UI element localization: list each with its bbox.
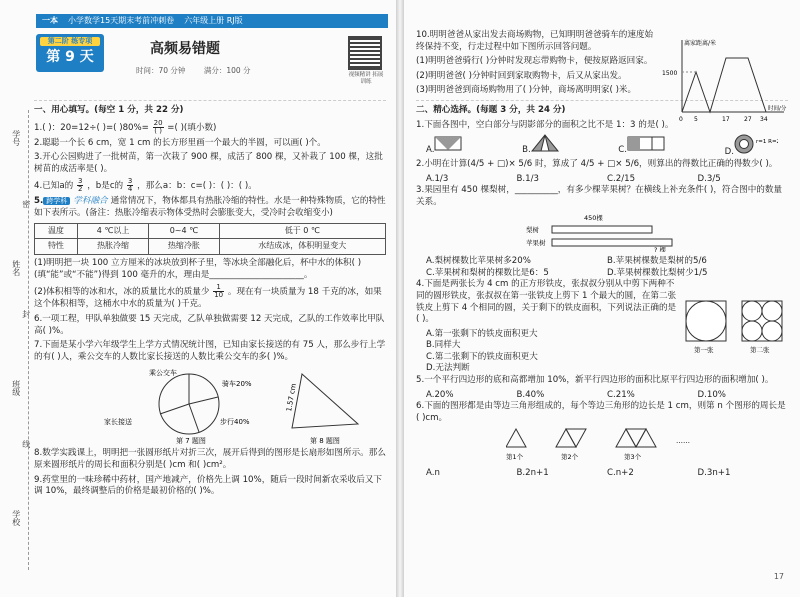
option-c[interactable]: C.2/15 — [607, 173, 636, 184]
question-7: 7.下面是某小学六年级学生上学方式情况统计图，已知由家长接送的有 75 人，那么步行上学的有( )人，乘公交车的人数比家长接送的人数比乘公交车的多( )%。 — [34, 340, 386, 362]
test-meta — [136, 66, 267, 76]
svg-text:r=1 R=2: r=1 R=2 — [755, 139, 778, 146]
question-10: 10.明明爸爸从家出发去商场购物，已知明明爸爸骑车的速度始终保持不变，行走过程中如下图所示回答问题。 — [416, 30, 654, 52]
class-label: 班级 — [11, 380, 21, 396]
svg-text:? 棵: ? 棵 — [654, 245, 667, 252]
day-badge — [36, 34, 104, 72]
axis-label: 时间/分 — [768, 106, 787, 112]
cross-subject-tag: 跨学科 — [43, 197, 70, 205]
question-4: 4.已知a的 $\frac{3}{2}$ ，b是c的 $\frac{3}{4}$ ，那么a：b：c=( )：( )：( )。 — [34, 177, 257, 194]
choice-5-options — [426, 390, 788, 402]
seal-mark: 封 — [21, 310, 31, 318]
left-questions — [34, 98, 386, 501]
option-b[interactable]: B.40% — [516, 389, 545, 400]
right-page — [404, 0, 800, 597]
option-b[interactable]: B.1/3 — [516, 173, 539, 184]
option-a[interactable]: A.梨树棵数比苹果树多20% — [426, 256, 531, 267]
choice-2: 2.小明在计算(4/5 + □)× 5/6 时，算成了 4/5 + □× 5/6，则算出的得数比正确的得数少( )。 — [416, 159, 778, 170]
seal-mark: 密 — [21, 200, 31, 208]
question-6: 6.一项工程，甲队单独做要 15 天完成，乙队单独做需要 12 天完成，乙队的工作效率比甲队高( )%。 — [34, 313, 385, 336]
choice-3-options — [426, 256, 788, 279]
name-label: 姓名 — [11, 260, 21, 276]
figure-caption: 第 8 题图 — [310, 437, 340, 445]
option-b[interactable]: B.2n+1 — [516, 468, 549, 479]
svg-text:450棵: 450棵 — [584, 213, 603, 222]
distance-time-graph — [662, 36, 788, 124]
question-8: 8.数学实践课上，明明把一张圆形纸片对折三次，展开后得到的图形是长扇形如图所示。那么原来圆形纸片的周长和面积分别是( )cm 和( )cm²。 — [34, 448, 386, 470]
option-a[interactable]: A.n — [426, 468, 440, 479]
question-3: 3.开心公园购进了一批树苗，第一次栽了 900 棵，成活了 800 棵，又补栽了 100 棵，这批树苗的成活率是( )。 — [34, 152, 383, 174]
choice-1-figures — [426, 134, 778, 156]
question-5: 5. 跨学科 学科融合 通常情况下，物体都具有热胀冷缩的特性。水是一种特殊物质，它的特性如下表所示。(备注：热胀冷缩表示物体受热时会膨胀变大，受冷时会收缩变小) — [34, 196, 386, 218]
school-label: 学校 — [11, 510, 21, 526]
side-label: 1.57 cm — [285, 383, 298, 413]
question-10-2: (2)明明爸爸( )分钟时回到家取购物卡，后又从家出发。 — [416, 70, 627, 81]
option-c[interactable]: C.n+2 — [607, 468, 634, 479]
qr-caption: 视频精讲 拓展训练 — [348, 72, 384, 86]
tick-label: 34 — [760, 116, 768, 123]
page-number: 17 — [773, 572, 784, 582]
book-title: 小学数学15天期末考前冲刺卷 — [68, 15, 175, 25]
svg-text:苹果树: 苹果树 — [526, 238, 546, 247]
tick-label: 17 — [722, 116, 730, 123]
svg-text:第3个: 第3个 — [624, 453, 642, 462]
choice-1: 1.下面各图中，空白部分与阴影部分的面积之比不是 1：3 的是( )。 — [416, 119, 674, 130]
subject-tag: 学科融合 — [73, 196, 108, 207]
pie-label: 家长接送 — [104, 418, 132, 427]
line-segment-diagram — [526, 212, 686, 252]
pie-chart — [94, 366, 284, 444]
stage-label: 第二阶 练专项 — [40, 37, 100, 46]
full-score: 满分：100 分 — [203, 66, 251, 75]
question-5-1: (1)明明把一块 100 立方厘米的冰块放到杯子里，等冰块全部融化后，杯中水的体积( )(填“能”或“不能”)得到 100 毫升的水，理由是______________________。 — [34, 258, 362, 280]
table-row: 温度 4 ℃以上 0~4 ℃ 低于 0 ℃ — [35, 223, 386, 239]
question-2: 2.聪聪一个长 6 cm，宽 1 cm 的长方形里画一个最大的半圆，可以画( )个。 — [34, 137, 326, 148]
choice-2-options — [426, 174, 788, 186]
axis-label: 离家距离/米 — [684, 40, 717, 47]
option-a[interactable]: A.20% — [426, 389, 454, 400]
option-d[interactable]: D.苹果树棵数比梨树少1/5 — [607, 267, 708, 278]
header-bar — [36, 14, 388, 28]
question-9: 9.药堂里的一味珍稀中药材，国产地减产，价格先上调 10%，随后一段时间新农采收后又下调 10%，最终调整后的价格是最初价格的( )%。 — [34, 474, 383, 497]
left-page — [0, 0, 396, 597]
option-d[interactable]: D.3n+1 — [697, 468, 731, 479]
water-property-table — [34, 223, 386, 256]
option-c[interactable]: C.第二张剩下的铁皮面积更大 — [426, 351, 538, 362]
fraction: $\frac{20}{( )}$ — [153, 118, 163, 135]
tick-label: 5 — [694, 116, 698, 123]
option-b[interactable]: B. — [522, 134, 561, 156]
sector-figure — [280, 366, 370, 444]
svg-text:……: …… — [676, 437, 690, 446]
figure-caption: 第 7 题图 — [176, 437, 206, 445]
brand-logo: 一本 — [42, 15, 58, 25]
choice-4-options — [426, 329, 678, 375]
svg-text:梨树: 梨树 — [526, 225, 539, 234]
binding-margin — [4, 110, 31, 570]
choice-4-block — [416, 279, 788, 375]
time-limit: 时间：70 分钟 — [136, 66, 186, 75]
seal-mark: 线 — [21, 440, 31, 448]
choice-6-options — [426, 468, 788, 480]
square-sheets-figure — [682, 299, 788, 355]
tick-label: 0 — [679, 116, 683, 123]
pie-label: 乘公交车 — [149, 369, 177, 378]
question-1: 1.( )：20=12÷( )=( )80%= $\frac{20}{( )}$ =( )(填小数) — [34, 118, 217, 135]
fraction: $\frac{3}{4}$ — [127, 177, 133, 194]
fraction: $\frac{3}{2}$ — [77, 177, 83, 194]
page-title: 高频易错题 — [150, 41, 220, 57]
question-10-3: (3)明明爸爸到商场购物用了( )分钟，商场离明明家( )米。 — [416, 85, 637, 96]
svg-text:第一张: 第一张 — [694, 346, 714, 355]
svg-text:第2个: 第2个 — [561, 453, 579, 462]
option-a[interactable]: A. — [426, 134, 464, 156]
option-b[interactable]: B.同样大 — [426, 340, 461, 351]
pie-label: 步行40% — [220, 418, 250, 427]
choice-6: 6.下面的图形都是由等边三角形组成的，每个等边三角形的边长是 1 cm，则第 n 个图形的周长是( )cm。 — [416, 401, 786, 423]
day-label: 第 9 天 — [46, 49, 94, 66]
student-id-label: 学号 — [11, 130, 21, 146]
option-d[interactable]: D.3/5 — [697, 173, 721, 184]
triangle-pattern-figure — [506, 427, 766, 463]
tick-label: 1500 — [662, 70, 678, 77]
option-c[interactable]: C.苹果树和梨树的棵数比是6：5 — [426, 267, 549, 278]
option-d[interactable]: D.无法判断 — [426, 363, 470, 374]
figure-row — [34, 366, 386, 444]
pie-label: 骑车20% — [222, 380, 252, 389]
option-c[interactable]: C. — [618, 134, 667, 156]
option-a[interactable]: A.第一张剩下的铁皮面积更大 — [426, 328, 538, 339]
fraction: $\frac{1}{10}$ — [214, 283, 224, 300]
option-c[interactable]: C.21% — [607, 389, 635, 400]
cut-line — [28, 110, 29, 570]
option-a[interactable]: A.1/3 — [426, 173, 449, 184]
right-questions — [416, 30, 788, 480]
svg-text:第二张: 第二张 — [750, 346, 770, 355]
choice-5: 5.一个平行四边形的底和高都增加 10%，新平行四边形的面积比原平行四边形的面积增加( )。 — [416, 375, 774, 386]
option-b[interactable]: B.苹果树棵数是梨树的5/6 — [607, 256, 707, 267]
option-d[interactable]: D.10% — [697, 389, 726, 400]
svg-text:第1个: 第1个 — [506, 453, 524, 462]
option-d[interactable]: D. r=1 R=2 — [725, 134, 778, 156]
choice-4: 4.下面是两张长为 4 cm 的正方形铁皮，张叔叔分别从中剪下两种不同的圆形铁皮，张叔叔在第一张铁皮上剪下 1 个最大的圆，在第二张铁皮上剪下 4 个相同的圆，关于剩下的铁皮面积，下列说法正确的是( )。 — [416, 279, 677, 325]
grade-label: 六年级上册 RJ版 — [184, 15, 243, 25]
question-5-2: (2)体积相等的冰和水，冰的质量比水的质量少 $\frac{1}{10}$ 。现在有一块质量为 18 千克的冰，如果这个体积相等，这桶水中水的质量为( )千克。 — [34, 283, 382, 310]
choice-3: 3.果园里有 450 棵梨树，__________，有多少棵苹果树？在横线上补充条件( )，符合图中的数量关系。 — [416, 185, 783, 207]
section-choice: 二、精心选择。(每题 3 分，共 24 分) — [416, 100, 788, 117]
qr-code-icon[interactable] — [348, 36, 382, 70]
book-spine — [396, 0, 404, 597]
section-fill: 一、用心填写。(每空 1 分，共 22 分) — [34, 100, 386, 117]
question-10-1: (1)明明爸爸骑行( )分钟时发现忘带购物卡，便按原路返回家。 — [416, 56, 653, 67]
tick-label: 27 — [744, 116, 752, 123]
table-row: 特性 热胀冷缩 热缩冷胀 水结成冰，体积明显变大 — [35, 239, 386, 255]
